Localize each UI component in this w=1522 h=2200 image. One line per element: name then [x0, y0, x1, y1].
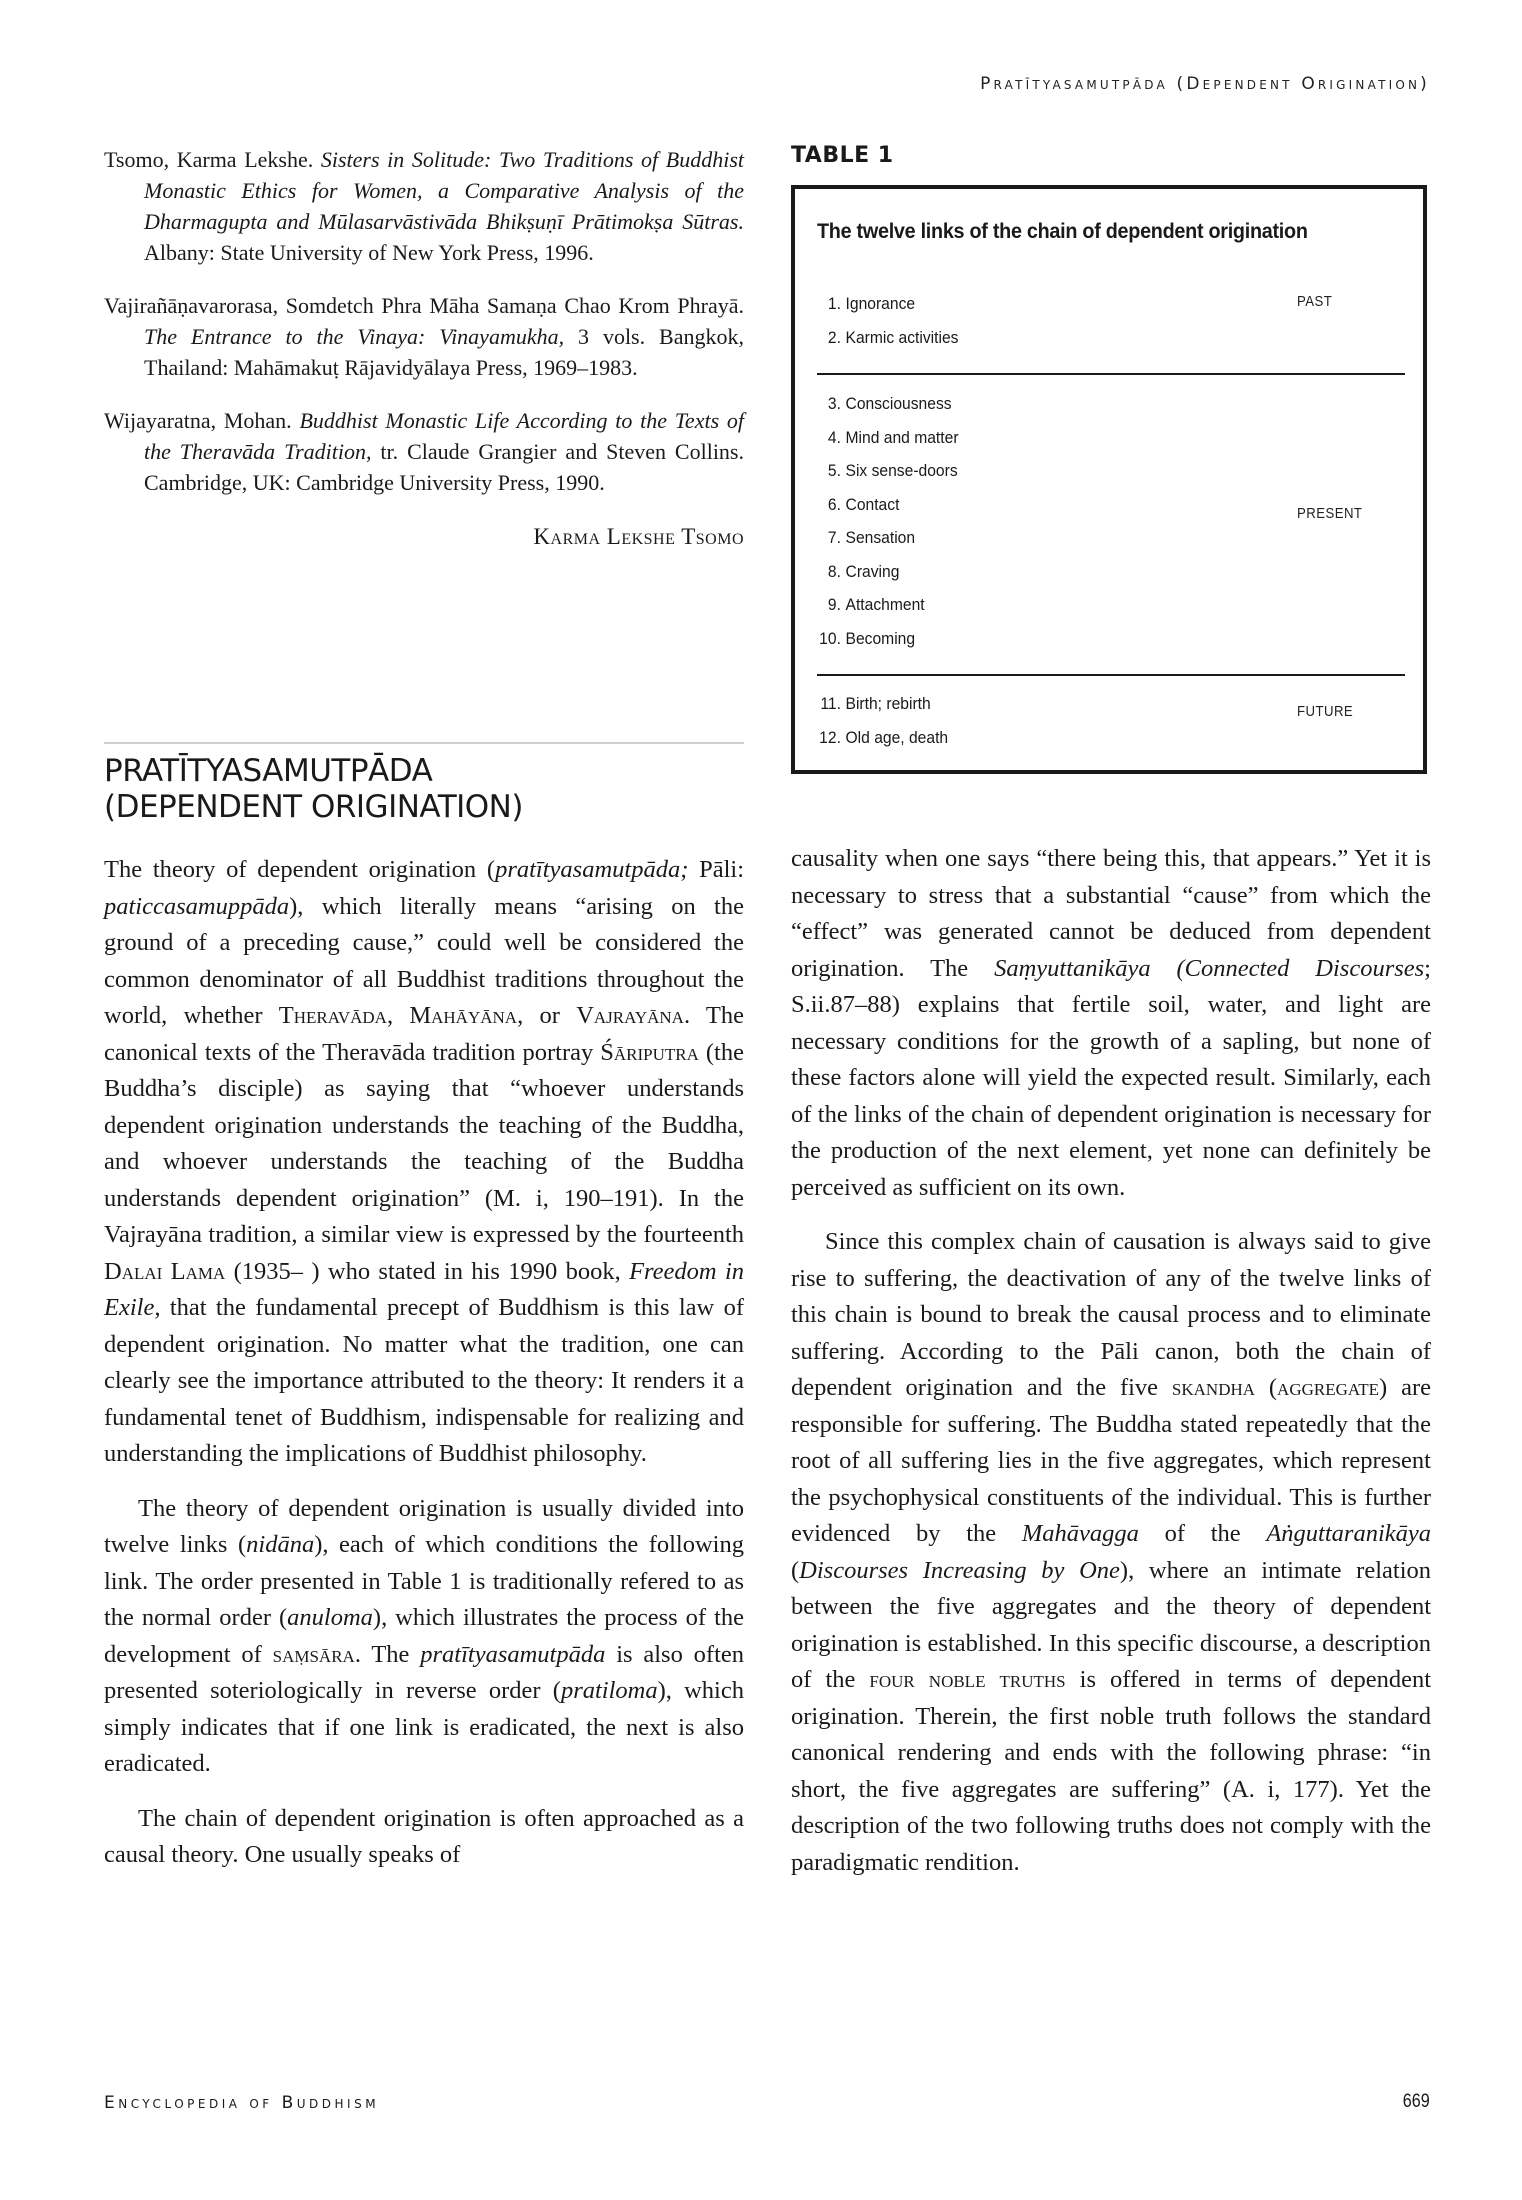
left-body — [104, 852, 744, 1892]
cross-reference-link[interactable]: skandha (aggregate) — [1171, 1374, 1388, 1401]
bibliography-entry — [104, 290, 744, 383]
bib-title: Buddhist Monastic Life According to the Texts of the Theravāda Tradition, — [144, 408, 745, 464]
paragraph: causality when one says “there being this, that appears.” Yet it is necessary to stress that a substantial “cause” from which the “effect” was generated cannot be deduced from dependent origination. The Saṃyuttanikāya (Connected Discourses; S.ii.87–88) explains that fertile soil, water, and light are necessary conditions for the growth of a sapling, but none of these factors alone will yield the expected result. Similarly, each of the links of the chain of dependent origination is necessary for the production of the next element, yet none can definitely be perceived as sufficient on its own. — [791, 845, 1431, 1201]
cross-reference-link[interactable]: Śāriputra — [600, 1038, 699, 1066]
cross-reference-link[interactable]: four noble truths — [869, 1666, 1066, 1693]
table-group-future — [817, 687, 1397, 754]
cross-reference-link[interactable]: Vajrayāna — [576, 1002, 684, 1029]
table-row: 1. Ignorance — [827, 294, 916, 313]
table-row: 2. Karmic activities — [827, 327, 959, 347]
table-row: 9. Attachment — [827, 595, 925, 614]
table-row: 12. Old age, death — [819, 727, 949, 747]
right-body — [791, 841, 1431, 1899]
period-label: FUTURE — [1297, 703, 1354, 720]
bib-title: The Entrance to the Vinaya: Vinayamukha, — [144, 324, 565, 349]
bib-author: Vajirañāṇavarorasa, Somdetch Phra Māha Samaṇa Chao Krom Phrayā. — [104, 293, 744, 318]
entry-title-line1: PRATĪTYASAMUTPĀDA — [104, 753, 433, 789]
table-twelve-links — [791, 185, 1427, 774]
period-label: PRESENT — [1297, 505, 1363, 522]
table-row: 8. Craving — [827, 561, 900, 581]
period-label: PAST — [1297, 293, 1333, 310]
table-row: 6. Contact — [827, 494, 900, 514]
entry-title — [104, 753, 744, 825]
paragraph: Since this complex chain of causation is always said to give rise to suffering, the deactivation of any of the twelve links of this chain is bound to break the causal process and to eliminate suffering. According to the Pāli canon, both the chain of dependent origination and the five skandha (aggregate) are responsible for suffering. The Buddha stated repeatedly that the root of all suffering lies in the five aggregates, which represent the psychophysical constituents of the individual. This is further evidenced by the Mahāvagga of the Aṅguttaranikāya (Discourses Increasing by One), where an intimate relation between the five aggregates and the theory of dependent origination is established. In this specific discourse, a description of the four noble truths is offered in terms of dependent origination. Therein, the first noble truth follows the standard canonical rendering and ends with the following phrase: “in short, the five aggregates are suffering” (A. i, 177). Yet the description of the two following truths does not comply with the paradigmatic rendition. — [791, 1228, 1432, 1876]
bib-publication: tr. Claude Grangier and Steven Collins. Cambridge, UK: Cambridge University Press, 1990. — [144, 439, 744, 495]
bibliography — [104, 144, 744, 550]
bib-publication: Albany: State University of New York Press, 1996. — [144, 240, 594, 265]
table-label: TABLE 1 — [791, 143, 894, 168]
table-title: The twelve links of the chain of dependent origination — [817, 219, 1308, 243]
cross-reference-link[interactable]: saṃsāra — [272, 1640, 355, 1668]
cross-reference-link[interactable]: Dalai Lama — [104, 1257, 226, 1285]
running-head: Pratītyasamutpāda (Dependent Origination) — [980, 74, 1430, 94]
bibliography-entry — [104, 405, 744, 498]
cross-reference-link[interactable]: Theravāda — [278, 1002, 387, 1029]
bib-author: Tsomo, Karma Lekshe. — [104, 147, 321, 172]
table-row: 10. Becoming — [819, 628, 916, 648]
bib-title: Sisters in Solitude: Two Traditions of Buddhist Monastic Ethics for Women, a Comparative Analysis of the Dharmagupta and Mūlasarvāstivāda Bhikṣuṇī Prātimokṣa Sūtras. — [144, 147, 744, 234]
bib-publication: 3 vols. Bangkok, Thailand: Mahāmakuṭ Rājavidyālaya Press, 1969–1983. — [144, 324, 744, 380]
footer-publication: Encyclopedia of Buddhism — [104, 2093, 380, 2113]
page-number: 669 — [1403, 2091, 1430, 2112]
paragraph: The theory of dependent origination is usually divided into twelve links (nidāna), each of which conditions the following link. The order presented in Table 1 is traditionally refered to as the normal order (anuloma), which illustrates the process of the development of saṃsāra. The pratītyasamutpāda is also often presented soteriologically in reverse order (pratiloma), which simply indicates that if one link is eradicated, the next is also eradicated. — [104, 1494, 744, 1777]
table-group-present — [817, 387, 1397, 655]
table-row: 3. Consciousness — [827, 394, 952, 413]
table-row: 5. Six sense-doors — [827, 461, 958, 480]
table-divider — [817, 674, 1405, 676]
entry-divider — [104, 742, 744, 744]
table-group-past — [817, 287, 1397, 354]
paragraph: The chain of dependent origination is often approached as a causal theory. One usually speaks of — [104, 1804, 744, 1868]
table-divider — [817, 373, 1405, 375]
bibliography-entry — [104, 144, 744, 268]
cross-reference-link[interactable]: Mahāyāna — [409, 1002, 518, 1029]
paragraph: The theory of dependent origination (pratītyasamutpāda; Pāli: paticcasamuppāda), which literally means “arising on the ground of a preceding cause,” could well be considered the common denominator of all Buddhist traditions throughout the world, whether Theravāda, Mahāyāna, or Vajrayāna. The canonical texts of the Theravāda tradition portray Śāriputra (the Buddha’s disciple) as saying that “whoever understands dependent origination understands the teaching of the Buddha, and whoever understands the teaching of the Buddha understands dependent origination” (M. i, 190–191). In the Vajrayāna tradition, a similar view is expressed by the fourteenth Dalai Lama (1935– ) who stated in his 1990 book, Freedom in Exile, that the fundamental precept of Buddhism is this law of dependent origination. No matter what the tradition, one can clearly see the importance attributed to the theory: It renders it a fundamental tenet of Buddhism, indispensable for realizing and understanding the implications of Buddhist philosophy. — [104, 856, 745, 1467]
table-row: 7. Sensation — [827, 528, 916, 547]
author-byline: Karma Lekshe Tsomo — [533, 524, 744, 549]
bib-author: Wijayaratna, Mohan. — [104, 408, 300, 433]
table-row: 11. Birth; rebirth — [820, 694, 931, 713]
table-row: 4. Mind and matter — [827, 427, 959, 447]
entry-title-line2: (DEPENDENT ORIGINATION) — [104, 789, 523, 825]
